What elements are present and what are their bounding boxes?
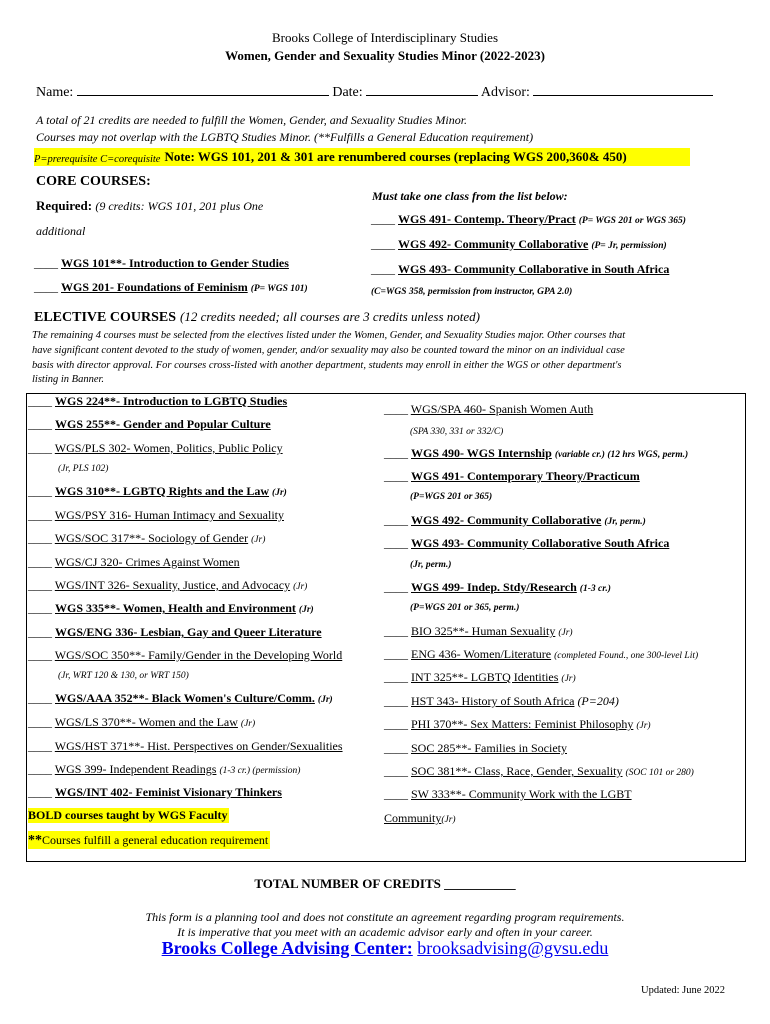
required-detail: (9 credits: WGS 101, 201 plus One xyxy=(95,199,264,213)
elective-left-note: (Jr, PLS 102) xyxy=(58,464,109,474)
elective-right-row: ____ INT 325**- LGBTQ Identities (Jr) xyxy=(384,670,576,684)
elective-right-note: (P=WGS 201 or 365) xyxy=(410,492,493,502)
elective-right-note: (SPA 330, 331 or 332/C) xyxy=(410,427,504,437)
core-choice-493: ____ WGS 493- Community Collaborative in South Africa xyxy=(371,262,670,276)
form-line xyxy=(36,83,713,101)
elective-right-row: ____ WGS 492- Community Collaborative (Jr, perm.) xyxy=(384,513,646,527)
advising-email[interactable]: brooksadvising@gvsu.edu xyxy=(417,938,609,958)
elective-left-row: ____ WGS/AAA 352**- Black Women's Culture/Comm. (Jr) xyxy=(28,691,333,705)
elective-right-row: ____ ENG 436- Women/Literature (completed Found., one 300-level Lit) xyxy=(384,647,699,661)
intro-line1: A total of 21 credits are needed to fulfill the Women, Gender, and Sexuality Studies Minor. xyxy=(36,113,468,127)
disclaimer-2: It is imperative that you meet with an academic advisor early and often in your career. xyxy=(177,925,593,939)
highlight-bar xyxy=(34,148,690,166)
elective-left-row: ____ WGS 335**- Women, Health and Environment (Jr) xyxy=(28,601,314,615)
date-label: Date: xyxy=(332,85,363,100)
elective-right-row: ____ SOC 381**- Class, Race, Gender, Sexuality (SOC 101 or 280) xyxy=(384,764,694,778)
choose-note: (C=WGS 358, permission from instructor, GPA 2.0) xyxy=(371,287,573,297)
elective-desc-4: listing in Banner. xyxy=(32,374,105,385)
elective-right-row: ____ WGS 499- Indep. Stdy/Research (1-3 cr.) xyxy=(384,580,611,594)
prereq-legend: P=prerequisite C=corequisite xyxy=(34,154,161,165)
advisor-label: Advisor: xyxy=(480,85,530,100)
updated-date: Updated: June 2022 xyxy=(641,985,725,996)
elective-left-row: ____ WGS/SOC 317**- Sociology of Gender (Jr) xyxy=(28,531,266,545)
elective-right-row: ____ SW 333**- Community Work with the LGBT xyxy=(384,787,632,801)
elective-left-row: ____ WGS/PLS 302- Women, Politics, Public Policy xyxy=(28,441,283,455)
core-choice-491: ____ WGS 491- Contemp. Theory/Pract (P= WGS 201 or WGS 365) xyxy=(371,212,686,226)
elective-heading-line xyxy=(34,308,480,326)
advising-line xyxy=(0,938,770,959)
elective-heading-note: (12 credits needed; all courses are 3 credits unless noted) xyxy=(180,309,481,324)
name-label: Name: xyxy=(36,85,74,100)
elective-right-note: (P=WGS 201 or 365, perm.) xyxy=(410,603,520,613)
core-choice-492: ____ WGS 492- Community Collaborative (P= Jr, permission) xyxy=(371,237,667,251)
elective-left-row: ____ WGS/INT 402- Feminist Visionary Thinkers xyxy=(28,785,282,799)
required-detail-2: additional xyxy=(36,224,86,238)
college-name: Brooks College of Interdisciplinary Studies xyxy=(271,30,499,45)
intro-line2: Courses may not overlap with the LGBTQ Studies Minor. (**Fulfills a General Education requirement) xyxy=(36,130,534,144)
elective-left-row: ____ WGS/HST 371**- Hist. Perspectives on Gender/Sexualities xyxy=(28,739,343,753)
name-field[interactable] xyxy=(77,83,329,96)
elective-left-row: ____ WGS/ENG 336- Lesbian, Gay and Queer Literature xyxy=(28,625,322,639)
elective-right-row: ____ WGS 491- Contemporary Theory/Practicum xyxy=(384,469,640,483)
core-course-201: ____ WGS 201- Foundations of Feminism (P= WGS 101) xyxy=(34,280,308,294)
elective-right-row: ____ WGS 493- Community Collaborative South Africa xyxy=(384,536,670,550)
elective-left-row: ____ WGS 310**- LGBTQ Rights and the Law (Jr) xyxy=(28,484,287,498)
date-field[interactable] xyxy=(366,83,478,96)
elective-right-row: ____ PHI 370**- Sex Matters: Feminist Philosophy (Jr) xyxy=(384,717,651,731)
core-course-101: ____ WGS 101**- Introduction to Gender Studies xyxy=(34,256,289,270)
advising-label: Brooks College Advising Center: xyxy=(161,938,413,958)
total-credits: TOTAL NUMBER OF CREDITS ___________ xyxy=(254,876,516,891)
elective-right-row: ____ HST 343- History of South Africa (P=204) xyxy=(384,694,619,708)
renumber-note: Note: WGS 101, 201 & 301 are renumbered courses (replacing WGS 200,360& 450) xyxy=(164,149,627,164)
elective-right-row: ____ WGS 490- WGS Internship (variable cr.) (12 hrs WGS, perm.) xyxy=(384,446,689,460)
elective-left-row: ____ WGS/SOC 350**- Family/Gender in the Developing World xyxy=(28,648,343,662)
bold-legend: BOLD courses taught by WGS Faculty xyxy=(28,808,228,822)
elective-right-note: (Jr, perm.) xyxy=(410,560,452,570)
elective-desc-3: basis with director approval. For courses cross-listed with another department, students may enroll in either the WGS or other department's xyxy=(32,360,622,371)
disclaimer-1: This form is a planning tool and does not constitute an agreement regarding program requirements. xyxy=(145,910,625,924)
elective-left-row: ____ WGS/LS 370**- Women and the Law (Jr) xyxy=(28,715,256,729)
elective-left-row: ____ WGS 255**- Gender and Popular Culture xyxy=(28,417,271,431)
elective-left-row: ____ WGS/INT 326- Sexuality, Justice, and Advocacy (Jr) xyxy=(28,578,308,592)
elective-left-note: (Jr, WRT 120 & 130, or WRT 150) xyxy=(58,671,189,681)
elective-heading: ELECTIVE COURSES xyxy=(34,310,176,325)
elective-left-row: ____ WGS 224**- Introduction to LGBTQ Studies xyxy=(28,394,288,408)
advisor-field[interactable] xyxy=(533,83,713,96)
required-label: Required: xyxy=(36,198,93,213)
elective-right-row: Community(Jr) xyxy=(384,811,456,825)
elective-desc-2: have significant content devoted to the study of women, gender, and/or sexuality may also be counted toward the minor on an individual case xyxy=(32,345,625,356)
elective-left-row: ____ WGS 399- Independent Readings (1-3 cr.) (permission) xyxy=(28,762,301,776)
star-legend: **Courses fulfill a general education requirement xyxy=(28,833,269,848)
core-heading: CORE COURSES: xyxy=(36,174,151,189)
elective-left-row: ____ WGS/CJ 320- Crimes Against Women xyxy=(28,555,240,569)
elective-right-row: ____ SOC 285**- Families in Society xyxy=(384,741,567,755)
elective-right-row: ____ BIO 325**- Human Sexuality (Jr) xyxy=(384,624,573,638)
elective-desc-1: The remaining 4 courses must be selected from the electives listed under the Women, Gender, and Sexuality Studies major. Other courses that xyxy=(32,330,626,341)
core-required xyxy=(36,198,263,214)
elective-left-row: ____ WGS/PSY 316- Human Intimacy and Sexuality xyxy=(28,508,284,522)
choose-heading: Must take one class from the list below: xyxy=(372,189,568,203)
program-title: Women, Gender and Sexuality Studies Minor (2022-2023) xyxy=(225,48,545,63)
elective-right-row: ____ WGS/SPA 460- Spanish Women Auth xyxy=(384,402,594,416)
